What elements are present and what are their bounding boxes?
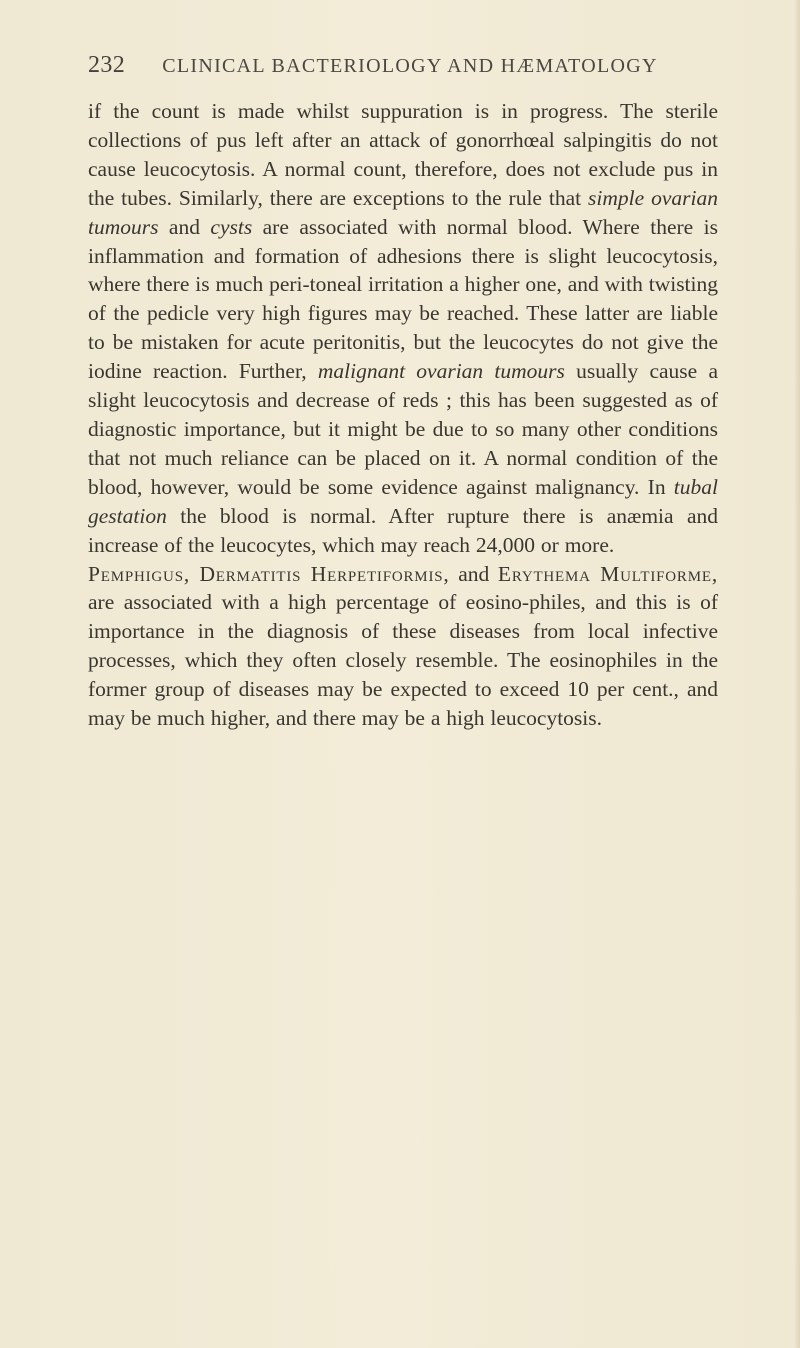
paragraph-2 [88,560,718,733]
body-text [88,97,718,733]
paragraph-1-text-a: if the count is made whilst suppuration is in progress. The sterile collections of pus left after an attack of gonorrhœal salpingitis do not cause leucocytosis. A normal count, therefore, does not exclude pus in the tubes. Similarly, there are exceptions to the rule that [88,99,718,210]
paragraph-1-text-i: the blood is normal. After rupture there is anæmia and increase of the leucocytes, which may reach 24,000 or more. [88,503,718,557]
page-edge-shadow [794,0,800,1348]
cysts-italic: cysts [210,214,253,239]
paragraph-2-text-b: and [449,561,498,586]
tubal-gestation-italic: tubal gestation [88,474,718,528]
paragraph-1-text-g: usually cause a slight leucocytosis and decrease of reds ; this has been suggested as of diagnostic importance, but it might be due to so many other conditions that not much reliance can be placed on it. A normal condition of the blood, however, would be some evidence against malignancy. In [88,359,718,499]
malignant-ovarian-tumours-italic: malignant ovarian tumours [317,359,565,384]
page-number: 232 [88,52,126,78]
running-head: CLINICAL BACTERIOLOGY AND HÆMATOLOGY [162,55,658,77]
paragraph-1 [88,97,718,560]
paragraph-1-text-e: are associated with normal blood. Where there is inflammation and formation of adhesions there is slight leucocytosis, where there is much peri-toneal irritation a higher one, and with twisting of the pedicle very high figures may be reached. These latter are liable to be mistaken for acute peritonitis, but the leucocytes do not give the iodine reaction. Further, [88,214,719,384]
pemphigus-dermatitis-smallcaps: Pemphigus, Dermatitis Herpetiformis, [88,561,450,586]
erythema-multiforme-smallcaps: Erythema Multiforme, [497,561,718,586]
page-header [88,52,688,88]
paragraph-1-text-c: and [158,214,211,239]
paragraph-2-text-d: are associated with a high percentage of eosino-philes, and this is of importance in the diagnosis of these diseases from local infective processes, which they often closely resemble. The eosinophiles in the former group of diseases may be expected to exceed 10 per cent., and may be much higher, and there may be a high leucocytosis. [88,590,718,731]
simple-ovarian-tumours-italic: simple ovarian tumours [88,185,718,239]
